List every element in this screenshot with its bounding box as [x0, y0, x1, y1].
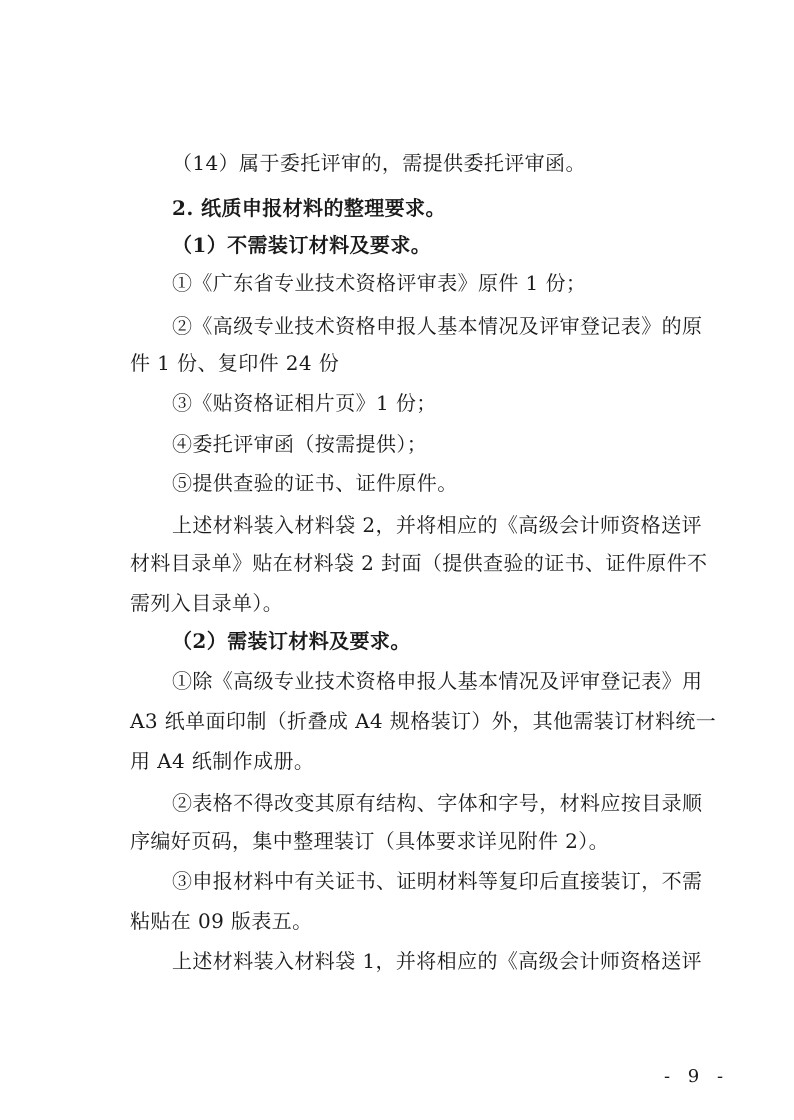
bind-item-2-line2: 序编好页码，集中整理装订（具体要求详见附件 2）。 — [130, 829, 610, 853]
bind-item-2-line1: ②表格不得改变其原有结构、字体和字号，材料应按目录顺 — [172, 791, 703, 815]
bind-item-3-line1: ③申报材料中有关证书、证明材料等复印后直接装订，不需 — [172, 869, 703, 893]
bind-item-1-line1: ①除《高级专业技术资格申报人基本情况及评审登记表》用 — [172, 669, 703, 693]
paragraph-bag2-line2: 材料目录单》贴在材料袋 2 封面（提供查验的证书、证件原件不 — [130, 551, 708, 575]
bind-item-1-line2: A3 纸单面印制（折叠成 A4 规格装订）外，其他需装订材料统一 — [130, 709, 717, 733]
list-item-2: ②《高级专业技术资格申报人基本情况及评审登记表》的原 — [172, 314, 703, 338]
paragraph-bag2-line3: 需列入目录单）。 — [130, 591, 284, 615]
list-item-5: ⑤提供查验的证书、证件原件。 — [172, 471, 458, 495]
page-number: - 9 - — [664, 1066, 730, 1087]
list-item-1: ①《广东省专业技术资格评审表》原件 1 份； — [172, 271, 587, 295]
section-heading-2: 2. 纸质申报材料的整理要求。 — [172, 196, 446, 220]
item-14: （14）属于委托评审的，需提供委托评审函。 — [172, 151, 586, 175]
bind-item-1-line3: 用 A4 纸制作成册。 — [130, 749, 315, 773]
paragraph-bag2-line1: 上述材料装入材料袋 2，并将相应的《高级会计师资格送评 — [172, 513, 702, 537]
list-item-4: ④委托评审函（按需提供）； — [172, 432, 428, 456]
list-item-2-cont: 件 1 份、复印件 24 份 — [130, 351, 340, 375]
paragraph-bag1-line1: 上述材料装入材料袋 1，并将相应的《高级会计师资格送评 — [172, 949, 702, 973]
subsection-heading-2: （2）需装订材料及要求。 — [172, 629, 411, 653]
bind-item-3-line2: 粘贴在 09 版表五。 — [130, 909, 313, 933]
list-item-3: ③《贴资格证相片页》1 份； — [172, 391, 437, 415]
subsection-heading-1: （1）不需装订材料及要求。 — [172, 233, 432, 257]
